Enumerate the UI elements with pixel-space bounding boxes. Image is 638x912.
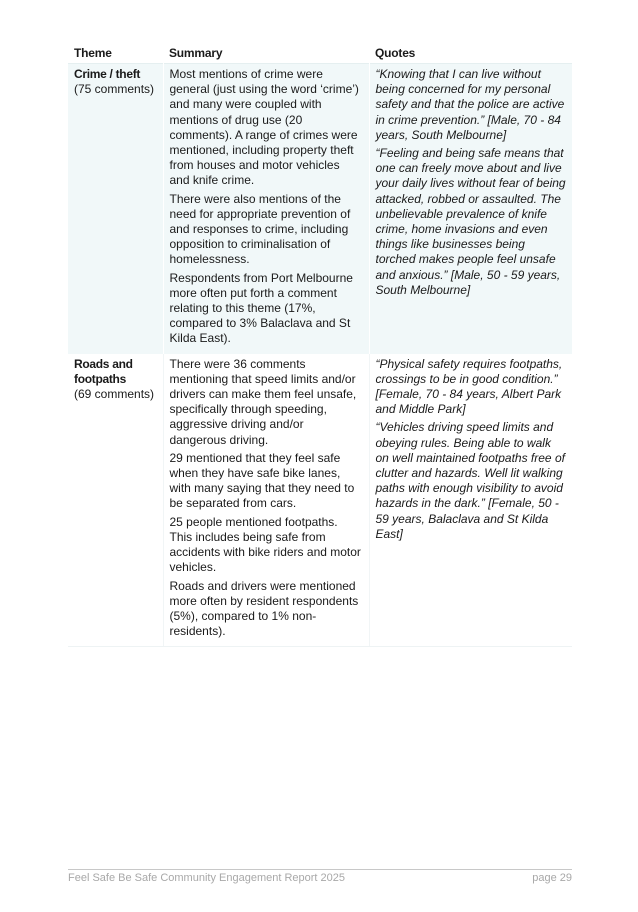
header-quotes: Quotes [375, 46, 416, 60]
table-header-row [68, 44, 572, 64]
page-number: page 29 [532, 872, 572, 884]
theme-cell [68, 354, 163, 647]
summary-paragraph: There were also mentions of the need for appropriate prevention of and responses to crime, including opposition to criminalisation of homelessness. [169, 191, 351, 267]
footer-title: Feel Safe Be Safe Community Engagement Report 2025 [68, 872, 345, 884]
theme-cell [68, 64, 163, 354]
quotes-cell [369, 64, 572, 354]
document-page [68, 44, 572, 647]
summary-paragraph: Respondents from Port Melbourne more often put forth a comment relating to this theme (17%, compared to 3% Balaclava and St Kilda East). [169, 270, 353, 346]
footer-divider [68, 869, 572, 870]
quote: “Knowing that I can live without being concerned for my personal safety and that the police are active in crime prevention.” [Male, 70 - 84 years, South Melbourne] [375, 67, 565, 142]
theme-count: (75 comments) [74, 82, 155, 97]
summary-paragraph: 29 mentioned that they feel safe when they have safe bike lanes, with many saying that they need to be separated from cars. [169, 450, 355, 511]
table-row [68, 354, 572, 647]
summary-cell [163, 64, 369, 354]
summary-paragraph: Roads and drivers were mentioned more often by resident respondents (5%), compared to 1% non-residents). [169, 578, 359, 639]
table-row [68, 64, 572, 354]
quote: “Physical safety requires footpaths, crossings to be in good condition.” [Female, 70 - 84 years, Albert Park and Middle Park] [375, 356, 563, 417]
quotes-cell [369, 354, 572, 647]
header-theme: Theme [74, 46, 112, 60]
summary-paragraph: 25 people mentioned footpaths. This includes being safe from accidents with bike riders and motor vehicles. [169, 514, 361, 575]
summary-cell [163, 354, 369, 647]
summary-paragraph: Most mentions of crime were general (just using the word ‘crime’) and many were coupled with mentions of drug use (20 comments). A range of crimes were mentioned, including property theft from houses and motor vehicles and knife crime. [169, 67, 359, 188]
theme-name: Crime / theft [74, 67, 141, 81]
header-summary: Summary [169, 46, 223, 60]
quote: “Vehicles driving speed limits and obeying rules. Being able to walk on well maintained footpaths free of clutter and hazards. Well lit walking paths with enough visibility to avoid hazards in the dark.” [Female, 50 - 59 years, Balaclava and St Kilda East] [375, 420, 565, 541]
theme-name: Roads and footpaths [74, 356, 133, 386]
summary-paragraph: There were 36 comments mentioning that speed limits and/or drivers can make them feel unsafe, specifically through speeding, aggressive driving and/or dangerous driving. [169, 356, 357, 447]
quote: “Feeling and being safe means that one can freely move about and live your daily lives without fear of being attacked, robbed or assaulted. The unbelievable prevalence of knife crime, home invasions and even things like businesses being torched makes people feel unsafe and anxious.” [Male, 50 - 59 years, South Melbourne] [375, 146, 566, 297]
theme-count: (69 comments) [74, 387, 155, 402]
themes-table [68, 44, 572, 647]
